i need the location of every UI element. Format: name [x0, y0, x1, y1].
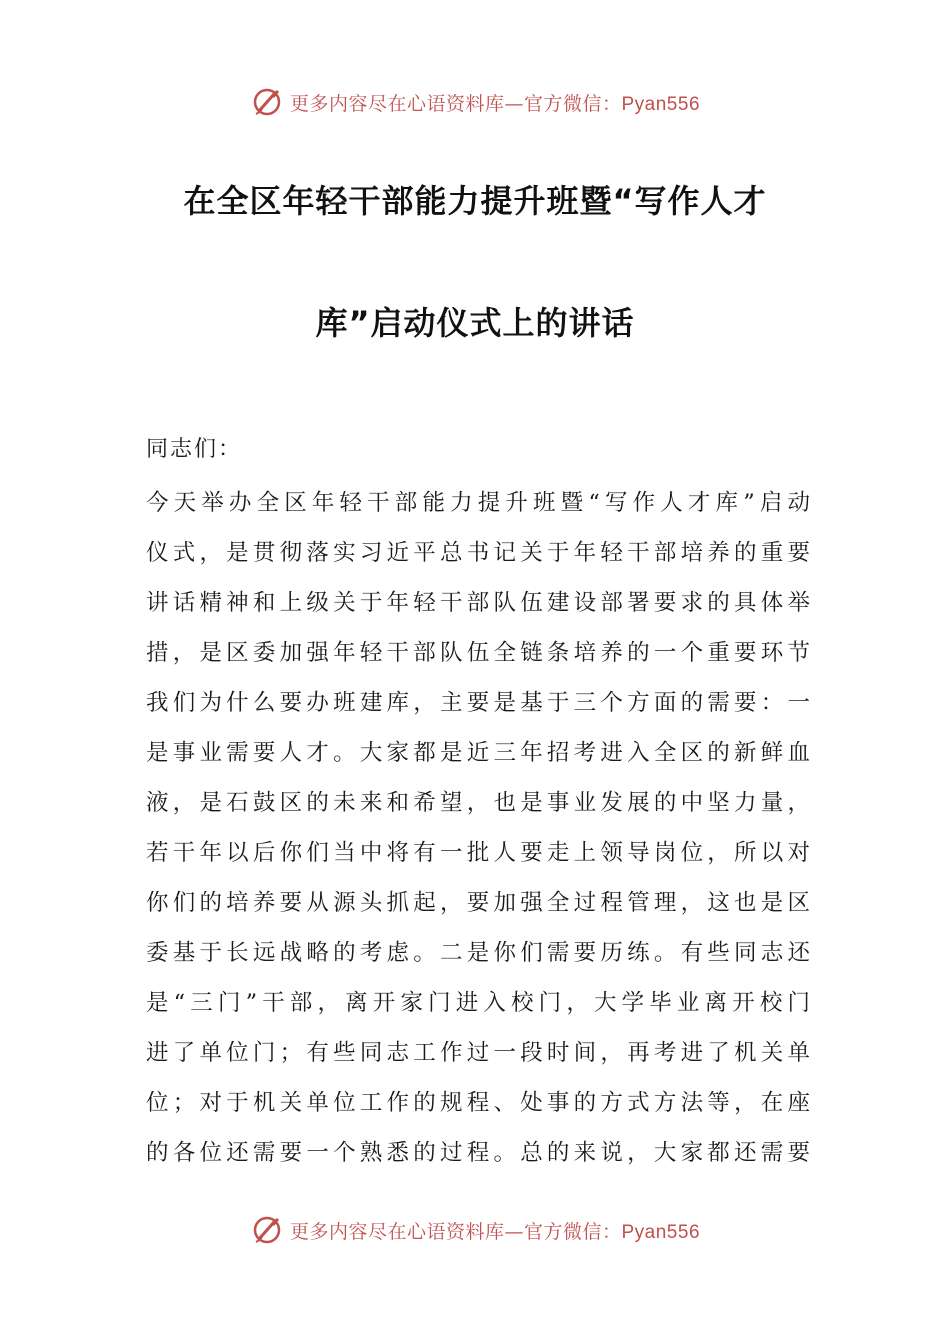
footer-banner [0, 1210, 950, 1250]
body-line: 液，是石鼓区的未来和希望，也是事业发展的中坚力量， [146, 790, 810, 816]
body-line: 措，是区委加强年轻干部队伍全链条培养的一个重要环节 [146, 640, 810, 666]
body-line: 今天举办全区年轻干部能力提升班暨“写作人才库”启动 [146, 490, 810, 516]
body-line: 是“三门”干部，离开家门进入校门，大学毕业离开校门 [146, 990, 810, 1016]
body-line: 进了单位门；有些同志工作过一段时间，再考进了机关单 [146, 1040, 810, 1066]
speech-body [146, 478, 810, 1178]
wechat-id: Pyan556 [621, 1221, 701, 1243]
body-line: 你们的培养要从源头抓起，要加强全过程管理，这也是区 [146, 890, 810, 916]
header-banner [0, 82, 950, 122]
banner-text [290, 1217, 700, 1244]
body-line: 若干年以后你们当中将有一批人要走上领导岗位，所以对 [146, 840, 810, 866]
document-title-line-1: 在全区年轻干部能力提升班暨“写作人才 [183, 182, 767, 220]
body-line: 我们为什么要办班建库，主要是基于三个方面的需要：一 [146, 690, 810, 716]
body-line: 讲话精神和上级关于年轻干部队伍建设部署要求的具体举 [146, 590, 810, 616]
body-line: 位；对于机关单位工作的规程、处事的方式方法等，在座 [146, 1090, 810, 1116]
wechat-id: Pyan556 [621, 93, 701, 115]
document-title-line-2: 库”启动仪式上的讲话 [315, 304, 635, 342]
banner-slogan: 更多内容尽在心语资料库—官方微信： [289, 1220, 622, 1243]
pen-ink-logo-icon [250, 1213, 284, 1247]
body-line: 仪式，是贯彻落实习近平总书记关于年轻干部培养的重要 [146, 540, 810, 566]
body-line: 委基于长远战略的考虑。二是你们需要历练。有些同志还 [146, 940, 810, 966]
body-line: 是事业需要人才。大家都是近三年招考进入全区的新鲜血 [146, 740, 810, 766]
banner-text [290, 89, 700, 116]
pen-ink-logo-icon [250, 85, 284, 119]
body-line: 的各位还需要一个熟悉的过程。总的来说，大家都还需要 [146, 1140, 810, 1166]
salutation: 同志们： [146, 437, 243, 462]
banner-slogan: 更多内容尽在心语资料库—官方微信： [289, 92, 622, 115]
